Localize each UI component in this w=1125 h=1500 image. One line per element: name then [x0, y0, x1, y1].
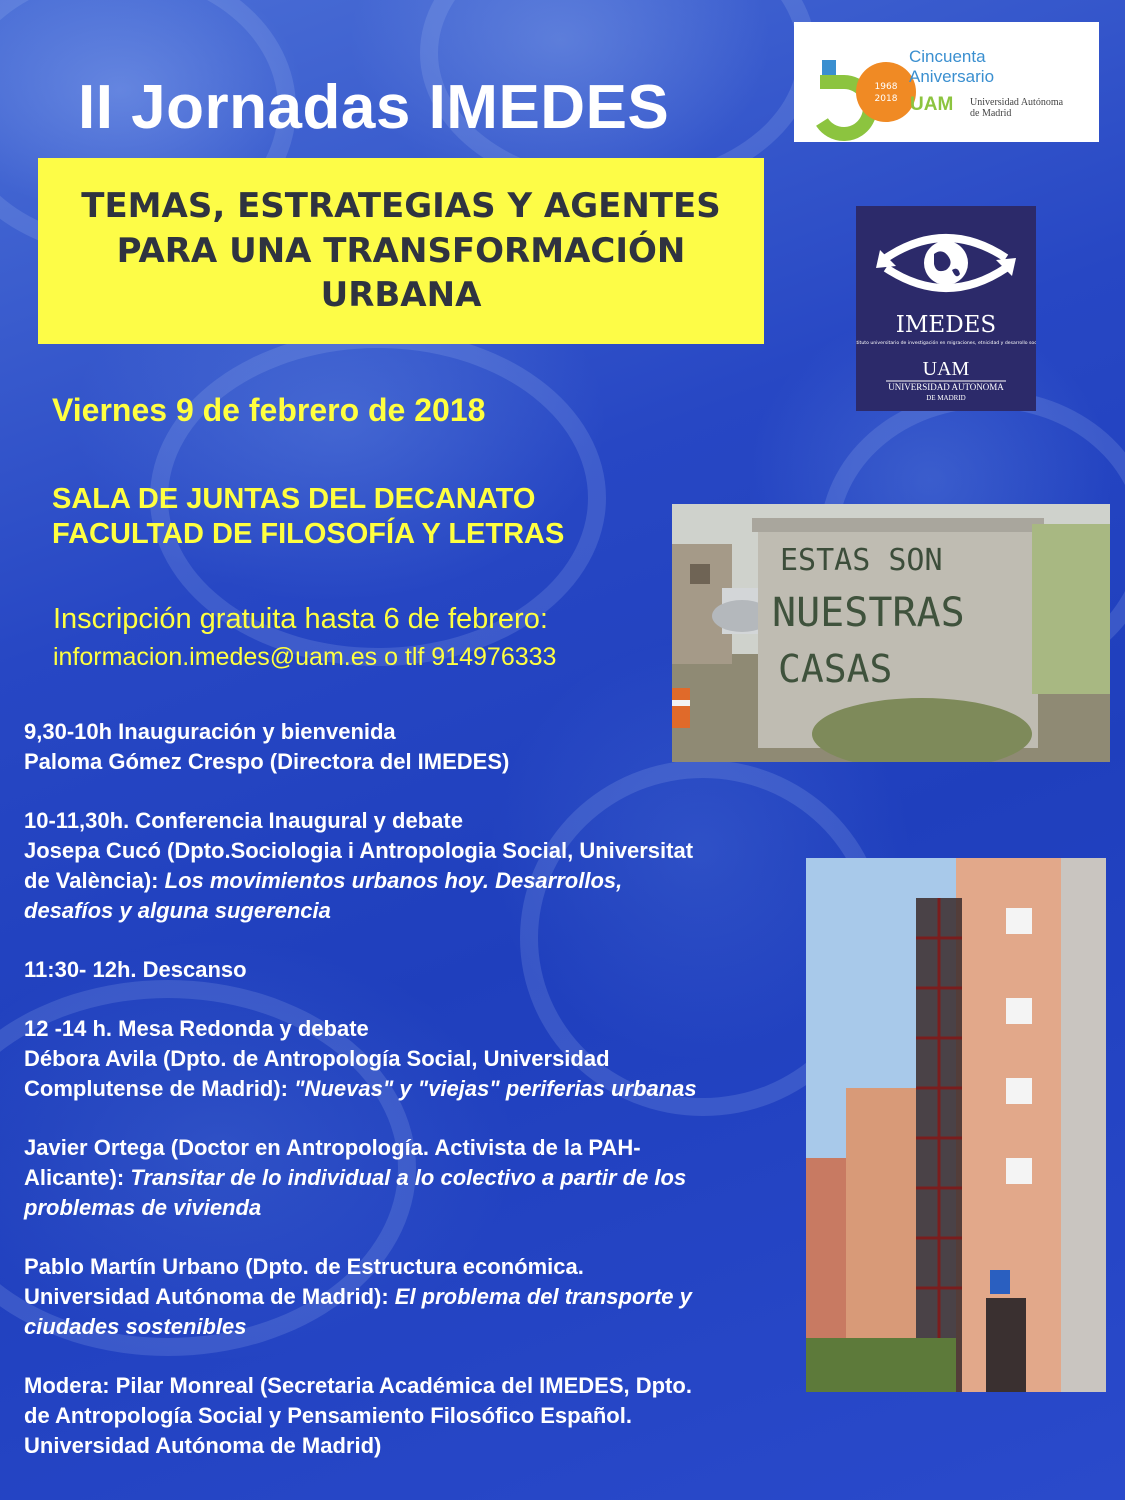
svg-text:Aniversario: Aniversario [909, 67, 995, 86]
program-line [24, 1163, 799, 1193]
program-line: Paloma Gómez Crespo (Directora del IMEDES) [24, 749, 510, 774]
theme-banner [38, 158, 764, 344]
talk-title: El problema del transporte y [394, 1284, 692, 1309]
program-line [24, 866, 799, 896]
svg-text:IMEDES: IMEDES [895, 312, 997, 338]
talk-title: Transitar de lo individual a lo colectivo a partir de los [130, 1165, 687, 1190]
program-line: 10-11,30h. Conferencia Inaugural y debate [24, 808, 463, 833]
venue-line: FACULTAD DE FILOSOFÍA Y LETRAS [52, 518, 565, 551]
svg-text:2018: 2018 [874, 94, 898, 104]
program-line: Modera: Pilar Monreal (Secretaria Académica del IMEDES, Dpto. [24, 1373, 692, 1398]
speaker-affiliation: Alicante): [24, 1165, 131, 1190]
speaker-affiliation: Universidad Autónoma de Madrid): [24, 1284, 395, 1309]
speaker-affiliation: de València): [24, 868, 165, 893]
svg-text:UAM: UAM [922, 358, 970, 380]
talk-title: "Nuevas" y "viejas" periferias urbanas [294, 1076, 697, 1101]
program-line: Universidad Autónoma de Madrid) [24, 1433, 382, 1458]
program-line: de Antropología Social y Pensamiento Filosófico Español. [24, 1403, 632, 1428]
program-line: Débora Avila (Dpto. de Antropología Social, Universidad [24, 1046, 610, 1071]
talk-title: problemas de vivienda [24, 1195, 262, 1220]
program-schedule [24, 717, 799, 1461]
registration-info: Inscripción gratuita hasta 6 de febrero: [53, 603, 548, 635]
program-line: 11:30- 12h. Descanso [24, 957, 247, 982]
svg-text:UNIVERSIDAD AUTONOMA: UNIVERSIDAD AUTONOMA [888, 382, 1004, 392]
svg-text:CASAS: CASAS [778, 647, 893, 691]
program-line [24, 1074, 799, 1104]
building-image [806, 858, 1106, 1392]
globe-eye-icon [856, 206, 1036, 411]
svg-text:UAM: UAM [910, 94, 954, 115]
theme-line: TEMAS, ESTRATEGIAS Y AGENTES [81, 185, 721, 226]
svg-text:DE MADRID: DE MADRID [926, 394, 966, 402]
svg-text:Cincuenta: Cincuenta [909, 47, 986, 66]
svg-text:ESTAS SON: ESTAS SON [780, 543, 943, 578]
svg-text:de Madrid: de Madrid [970, 108, 1012, 119]
anniversary-logo [794, 22, 1099, 142]
svg-text:NUESTRAS: NUESTRAS [772, 590, 965, 636]
talk-title: desafíos y alguna sugerencia [24, 898, 331, 923]
program-line: 12 -14 h. Mesa Redonda y debate [24, 1016, 369, 1041]
theme-line: URBANA [320, 275, 482, 316]
imedes-logo [856, 206, 1036, 411]
svg-text:1968: 1968 [874, 82, 898, 92]
talk-title: Los movimientos urbanos hoy. Desarrollos, [164, 868, 623, 893]
svg-text:Universidad Autónoma: Universidad Autónoma [970, 97, 1064, 108]
venue-line: SALA DE JUNTAS DEL DECANATO [52, 483, 536, 515]
program-line [24, 1282, 799, 1312]
theme-line: PARA UNA TRANSFORMACIÓN [116, 230, 686, 271]
speaker-affiliation: Complutense de Madrid): [24, 1076, 295, 1101]
event-title: II Jornadas IMEDES [78, 73, 670, 142]
program-line: Javier Ortega (Doctor en Antropología. Activista de la PAH- [24, 1135, 641, 1160]
talk-title: ciudades sostenibles [24, 1314, 247, 1339]
event-date: Viernes 9 de febrero de 2018 [52, 392, 486, 428]
svg-text:instituto universitario de inv: instituto universitario de investigación en migraciones, etnicidad y desarrollo social [856, 341, 1036, 346]
event-venue [52, 482, 564, 553]
program-line: 9,30-10h Inauguración y bienvenida [24, 719, 396, 744]
registration-contact: informacion.imedes@uam.es o tlf 914976333 [53, 643, 557, 671]
building-photo [806, 858, 1106, 1392]
program-line: Josepa Cucó (Dpto.Sociologia i Antropologia Social, Universitat [24, 838, 694, 863]
fifty-emblem-icon [794, 22, 1099, 142]
program-line: Pablo Martín Urbano (Dpto. de Estructura económica. [24, 1254, 584, 1279]
